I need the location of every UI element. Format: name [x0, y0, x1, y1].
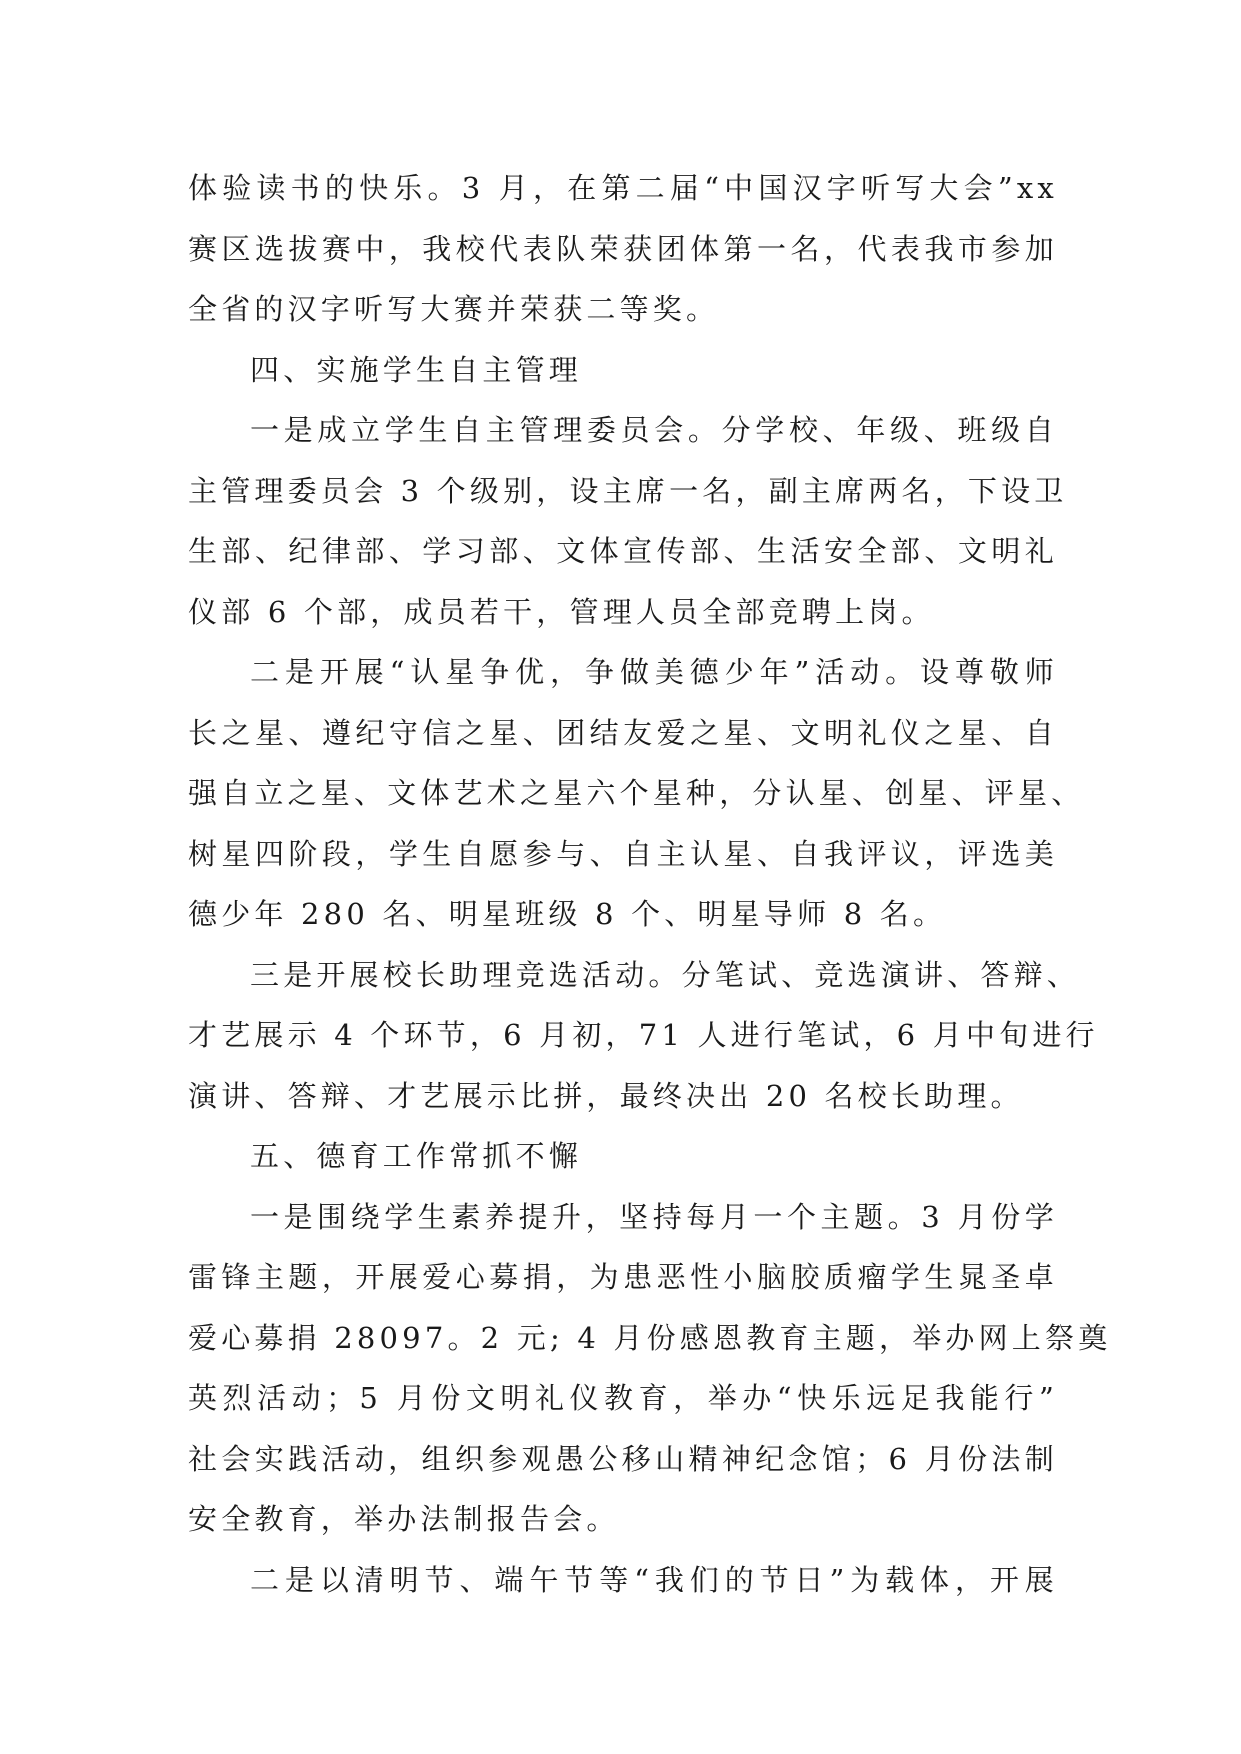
text-line: 强自立之星、文体艺术之星六个星种，分认星、创星、评星、 [188, 776, 1085, 810]
text-line: 演讲、答辩、才艺展示比拼，最终决出 20 名校长助理。 [188, 1078, 1024, 1113]
text-line: 二是以清明节、端午节等“我们的节日”为载体，开展 [250, 1562, 1058, 1597]
document-body [188, 158, 1112, 1610]
text-line: 爱心募捐 28097。2 元; 4 月份感恩教育主题，举办网上祭奠 [188, 1320, 1112, 1355]
text-line: 安全教育，举办法制报告会。 [188, 1502, 620, 1536]
text-line: 一是成立学生自主管理委员会。分学校、年级、班级自 [250, 413, 1058, 447]
text-line: 主管理委员会 3 个级别，设主席一名，副主席两名，下设卫 [188, 473, 1068, 508]
text-line: 树星四阶段，学生自愿参与、自主认星、自我评议，评选美 [188, 836, 1058, 871]
paragraph-principal-assistant [188, 945, 1099, 1127]
text-line: 雷锋主题，开展爱心募捐，为患恶性小脑胶质瘤学生晁圣卓 [188, 1260, 1058, 1294]
text-line: 一是围绕学生素养提升，坚持每月一个主题。3 月份学 [250, 1199, 1058, 1234]
text-line: 赛区选拔赛中，我校代表队荣获团体第一名，代表我市参加 [188, 231, 1058, 266]
paragraph-reading-competition [188, 158, 1058, 340]
text-line: 社会实践活动，组织参观愚公移山精神纪念馆；6 月份法制 [188, 1441, 1058, 1476]
paragraph-student-committee [188, 400, 1068, 642]
text-line: 仪部 6 个部，成员若干，管理人员全部竞聘上岗。 [188, 594, 935, 629]
text-line: 长之星、遵纪守信之星、团结友爱之星、文明礼仪之星、自 [188, 715, 1058, 750]
paragraph-star-campaign [188, 642, 1085, 945]
section-heading-moral-education: 五、德育工作常抓不懈 [250, 1139, 583, 1173]
text-line: 全省的汉字听写大赛并荣获二等奖。 [188, 292, 720, 326]
paragraph-festivals [188, 1550, 1058, 1611]
paragraph-monthly-themes [188, 1187, 1112, 1550]
text-line: 三是开展校长助理竞选活动。分笔试、竞选演讲、答辩、 [250, 957, 1081, 992]
text-line: 德少年 280 名、明星班级 8 个、明星导师 8 名。 [188, 897, 947, 931]
section-heading-self-management: 四、实施学生自主管理 [250, 352, 583, 387]
text-line: 生部、纪律部、学习部、文体宣传部、生活安全部、文明礼 [188, 534, 1058, 568]
text-line: 英烈活动；5 月份文明礼仪教育，举办“快乐远足我能行” [188, 1381, 1058, 1415]
text-line: 体验读书的快乐。3 月，在第二届“中国汉字听写大会”xx [188, 171, 1058, 205]
text-line: 才艺展示 4 个环节，6 月初，71 人进行笔试，6 月中旬进行 [188, 1018, 1099, 1052]
text-line: 二是开展“认星争优，争做美德少年”活动。设尊敬师 [250, 655, 1058, 689]
